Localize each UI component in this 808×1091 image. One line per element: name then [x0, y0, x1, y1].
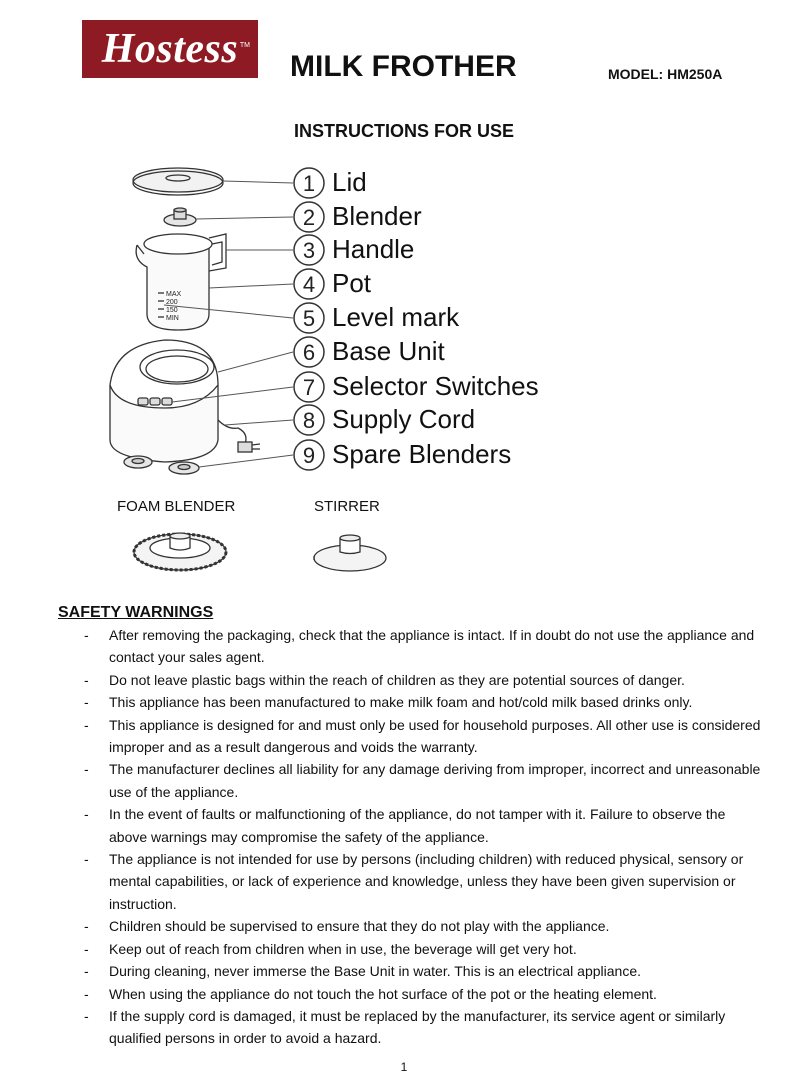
part-label-lid: Lid	[332, 167, 367, 197]
part-label-level-mark: Level mark	[332, 302, 460, 332]
page-number: 1	[400, 1060, 408, 1074]
level-mark-text: MAX	[166, 291, 182, 298]
warning-text: When using the appliance do not touch the hot surface of the pot or the heating element.	[109, 985, 657, 1002]
safety-warnings-list	[84, 624, 764, 1050]
warning-text: Keep out of reach from children when in use, the beverage will get very hot.	[109, 940, 577, 957]
part-label-handle: Handle	[332, 234, 415, 264]
part-label-supply-cord: Supply Cord	[332, 404, 476, 434]
part-number: 3	[302, 238, 316, 263]
stirrer-drawing	[314, 535, 386, 571]
bullet-dash: -	[84, 963, 89, 980]
bullet-dash: -	[84, 806, 89, 823]
foam-blender-label: FOAM BLENDER	[117, 498, 236, 515]
safety-warnings-heading: SAFETY WARNINGS	[58, 604, 214, 621]
base-unit-drawing	[110, 340, 260, 462]
brand-logo-text: Hostess	[101, 26, 239, 72]
bullet-dash: -	[84, 761, 89, 778]
trademark-mark: TM	[239, 42, 250, 49]
page-title: MILK FROTHER	[290, 50, 517, 83]
list-item	[84, 915, 764, 937]
part-number: 5	[302, 306, 316, 331]
list-item	[84, 758, 764, 803]
list-item	[84, 624, 764, 669]
part-label-spare-blenders: Spare Blenders	[332, 439, 512, 469]
bullet-dash: -	[84, 627, 89, 643]
part-number: 9	[302, 443, 316, 468]
blender-drawing	[164, 208, 196, 226]
list-item	[84, 714, 764, 759]
warning-text: The appliance is not intended for use by persons (including children) with reduced physical, sensory or mental capabilities, or lack of experience and knowledge, unless they have been given supervision or instruction.	[109, 851, 744, 912]
bullet-dash: -	[84, 918, 89, 935]
part-label-blender: Blender	[332, 201, 422, 231]
brand-logo	[82, 20, 258, 78]
warning-text: After removing the packaging, check that the appliance is intact. If in doubt do not use the appliance and contact your sales agent.	[109, 627, 755, 666]
list-item	[84, 938, 764, 960]
list-item	[84, 691, 764, 713]
bullet-dash: -	[84, 671, 89, 688]
warning-text: Children should be supervised to ensure that they do not play with the appliance.	[109, 918, 610, 935]
warning-text: If the supply cord is damaged, it must be replaced by the manufacturer, its service agent or similarly qualified persons in order to avoid a hazard.	[109, 1007, 726, 1047]
list-item	[84, 669, 764, 691]
list-item	[84, 848, 764, 915]
warning-text: This appliance has been manufactured to make milk foam and hot/cold milk based drinks only.	[109, 694, 693, 711]
part-number: 8	[302, 408, 316, 433]
bullet-dash: -	[84, 694, 89, 711]
model-number: MODEL: HM250A	[608, 66, 723, 82]
level-mark-text: 150	[166, 307, 178, 314]
level-mark-text: 200	[166, 299, 178, 306]
pot-drawing	[136, 234, 226, 330]
bullet-dash: -	[84, 940, 89, 957]
bullet-dash: -	[84, 1007, 89, 1024]
bullet-dash: -	[84, 985, 89, 1002]
warning-text: This appliance is designed for and must only be used for household purposes. All other use is considered improper and as a result dangerous and voids the warranty.	[109, 716, 761, 756]
part-number: 4	[302, 272, 316, 297]
stirrer-label: STIRRER	[314, 498, 380, 515]
part-number: 2	[302, 205, 316, 230]
part-number: 6	[302, 340, 316, 365]
warning-text: Do not leave plastic bags within the reach of children as they are potential sources of danger.	[109, 671, 685, 688]
part-number: 7	[302, 375, 316, 400]
lid-drawing	[133, 168, 223, 195]
list-item	[84, 960, 764, 982]
bullet-dash: -	[84, 851, 89, 868]
list-item	[84, 983, 764, 1005]
part-label-pot: Pot	[332, 268, 372, 298]
warning-text: The manufacturer declines all liability for any damage deriving from improper, incorrect and unreasonable use of the appliance.	[109, 761, 761, 800]
bullet-dash: -	[84, 716, 89, 733]
page-subtitle: INSTRUCTIONS FOR USE	[293, 121, 514, 141]
list-item	[84, 803, 764, 848]
warning-text: During cleaning, never immerse the Base Unit in water. This is an electrical appliance.	[109, 963, 641, 980]
list-item	[84, 1005, 764, 1050]
level-mark-text: MIN	[166, 315, 179, 322]
warning-text: In the event of faults or malfunctioning of the appliance, do not tamper with it. Failure to observe the above warnings may compromise the safety of the appliance.	[109, 806, 726, 845]
part-label-selector-switches: Selector Switches	[332, 371, 539, 401]
foam-blender-drawing	[134, 533, 226, 570]
part-label-base-unit: Base Unit	[332, 336, 445, 366]
part-number: 1	[302, 171, 316, 196]
